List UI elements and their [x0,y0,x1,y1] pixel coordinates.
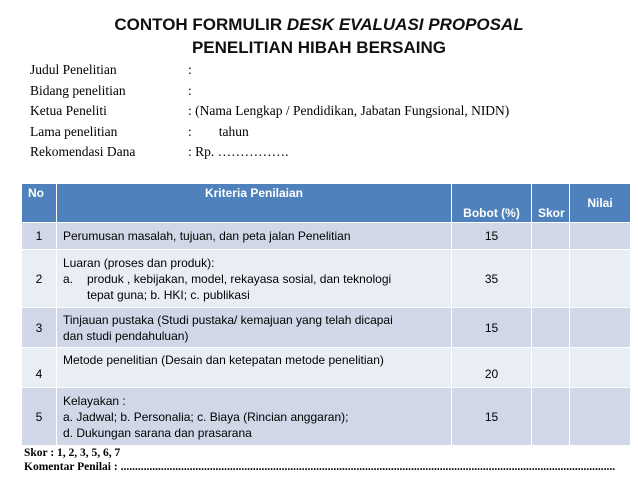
header-skor: Skor [532,184,570,223]
title-italic: DESK EVALUASI PROPOSAL [286,15,524,34]
criteria-line: tepat guna; b. HKI; c. publikasi [87,287,250,302]
header-nilai: Nilai [570,184,631,223]
row-bobot: 20 [452,348,532,388]
evaluation-table [21,183,631,446]
info-row-dana [30,142,509,163]
row-nilai-cell[interactable] [570,223,631,250]
header-no: No [22,184,57,223]
criteria-line: produk , kebijakan, model, rekayasa sosial, dan teknologi [87,271,392,286]
row-bobot: 15 [452,308,532,348]
criteria-line: Tinjauan pustaka (Studi pustaka/ kemajuan yang telah dicapai [63,312,393,327]
sub-marker: a. [63,271,74,286]
row-nilai-cell[interactable] [570,348,631,388]
title-prefix: CONTOH FORMULIR [114,15,287,34]
criteria-line: Luaran (proses dan produk): [63,255,215,270]
row-skor-cell[interactable] [532,223,570,250]
page-title-line1 [0,14,638,35]
info-row-judul [30,60,509,81]
criteria-line: a. Jadwal; b. Personalia; c. Biaya (Rincian anggaran); [63,409,349,424]
criteria-line: Perumusan masalah, tujuan, dan peta jalan Penelitian [63,229,351,243]
reviewer-comment-line[interactable]: Komentar Penilai : ............................................................................................................................................................................ [24,461,616,473]
row-number: 3 [22,308,57,348]
info-value: : (Nama Lengkap / Pendidikan, Jabatan Fungsional, NIDN) [188,103,510,118]
score-scale-note: Skor : 1, 2, 3, 5, 6, 7 [24,447,121,459]
criteria-line: d. Dukungan sarana dan prasarana [63,425,252,440]
row-criteria [57,348,452,388]
info-label: Bidang penelitian [30,82,126,98]
criteria-sub-item [63,271,445,303]
info-value: : [188,82,192,98]
row-criteria [57,388,452,446]
criteria-line: Kelayakan : [63,393,126,408]
info-label: Judul Penelitian [30,62,117,77]
criteria-line: dan studi pendahuluan) [63,328,189,343]
header-bobot: Bobot (%) [452,184,532,223]
row-number: 5 [22,388,57,446]
table-row [22,223,631,250]
row-number: 2 [22,250,57,308]
criteria-line: Metode penelitian (Desain dan ketepatan metode penelitian) [63,353,384,367]
row-criteria [57,308,452,348]
sub-text [87,271,391,303]
header-kriteria: Kriteria Penilaian [57,184,452,223]
row-number: 4 [22,348,57,388]
row-nilai-cell[interactable] [570,388,631,446]
row-skor-cell[interactable] [532,308,570,348]
info-value: : Rp. ……………. [188,144,289,159]
row-skor-cell[interactable] [532,250,570,308]
table-row [22,348,631,388]
row-criteria [57,250,452,308]
info-label: Ketua Peneliti [30,103,107,118]
info-row-ketua [30,101,509,122]
page-title-line2: PENELITIAN HIBAH BERSAING [191,38,447,57]
info-label: Rekomendasi Dana [30,144,136,159]
table-row [22,388,631,446]
row-bobot: 15 [452,223,532,250]
row-number: 1 [22,223,57,250]
proposal-info [30,60,509,163]
info-row-lama [30,122,509,143]
table-header-row [22,184,631,223]
row-nilai-cell[interactable] [570,308,631,348]
info-value: : [188,62,192,77]
row-criteria [57,223,452,250]
form-footer [24,446,624,474]
row-bobot: 15 [452,388,532,446]
row-nilai-cell[interactable] [570,250,631,308]
info-row-bidang [30,81,509,102]
row-skor-cell[interactable] [532,348,570,388]
table-row [22,308,631,348]
row-skor-cell[interactable] [532,388,570,446]
info-value: : tahun [188,123,249,139]
info-label: Lama penelitian [30,123,118,139]
table-row [22,250,631,308]
row-bobot: 35 [452,250,532,308]
